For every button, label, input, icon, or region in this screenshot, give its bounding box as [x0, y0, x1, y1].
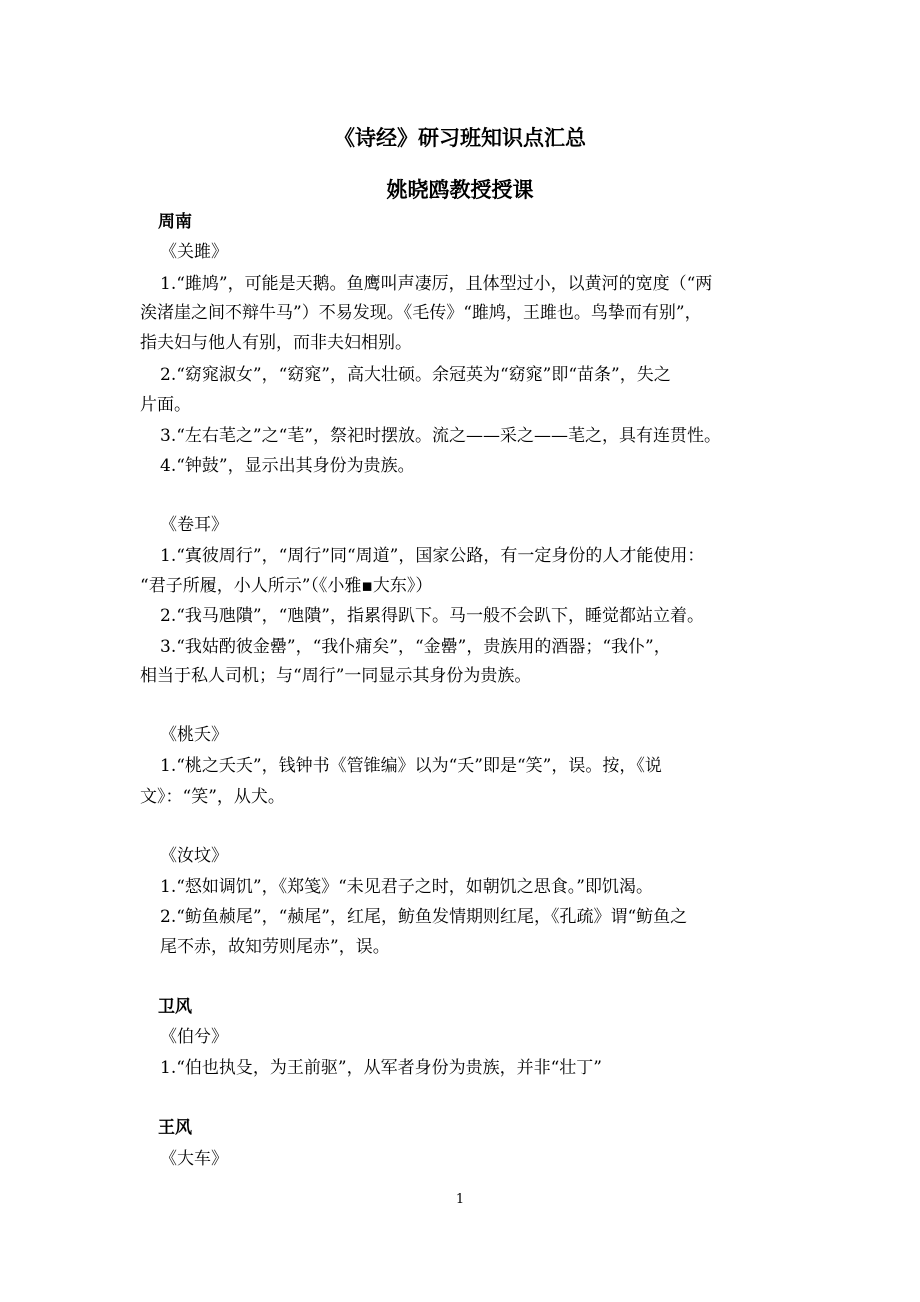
section-heading-weifeng: 卫风: [158, 997, 192, 1017]
note-line: 1.“雎鸠”，可能是天鹅。鱼鹰叫声凄厉，且体型过小，以黄河的宽度（“两: [160, 274, 713, 294]
note-line: 3.“我姑酌彼金罍”，“我仆痡矣”，“金罍”，贵族用的酒器；“我仆”，: [160, 637, 671, 657]
note-line: 尾不赤，故知劳则尾赤”，误。: [160, 937, 390, 957]
section-heading-wangfeng: 王风: [158, 1118, 192, 1138]
note-line: 涘渚崖之间不辩牛马”）不易发现。《毛传》“雎鸠，王雎也。鸟挚而有别”，: [140, 303, 702, 323]
poem-title-juaner: 《卷耳》: [160, 515, 228, 535]
poem-title-daju: 《大车》: [160, 1149, 228, 1169]
document-title: 《诗经》研习班知识点汇总: [334, 126, 586, 150]
note-line: 2.“窈窕淑女”，“窈窕”，高大壮硕。余冠英为“窈窕”即“苗条”，失之: [160, 365, 671, 385]
note-line: “君子所履，小人所示”（《小雅▪大东》）: [140, 576, 433, 596]
poem-title-boxi: 《伯兮》: [160, 1027, 228, 1047]
note-line: 3.“左右芼之”之“芼”，祭祀时摆放。流之——采之——芼之，具有连贯性。: [160, 426, 721, 446]
note-line: 2.“鲂鱼赪尾”，“赪尾”，红尾，鲂鱼发情期则红尾，《孔疏》谓“鲂鱼之: [160, 907, 688, 927]
note-line: 指夫妇与他人有别，而非夫妇相别。: [140, 333, 412, 353]
poem-title-guanju: 《关雎》: [160, 242, 228, 262]
section-heading-zhounan: 周南: [158, 212, 192, 232]
note-line: 1.“伯也执殳，为王前驱”，从军者身份为贵族，并非“壮丁”: [160, 1058, 602, 1078]
poem-title-taoyao: 《桃夭》: [160, 725, 228, 745]
note-line: 1.“寘彼周行”，“周行”同“周道”，国家公路，有一定身份的人才能使用：: [160, 546, 705, 566]
note-line: 4.“钟鼓”，显示出其身份为贵族。: [160, 456, 415, 476]
document-subtitle: 姚晓鸥教授授课: [386, 178, 534, 202]
note-line: 1.“桃之夭夭”，钱钟书《管锥编》以为“夭”即是“笑”，误。按，《说: [160, 756, 662, 776]
note-line: 1.“惄如调饥”，《郑笺》“未见君子之时，如朝饥之思食。”即饥渴。: [160, 877, 653, 897]
note-line: 文》：“笑”，从犬。: [140, 787, 285, 807]
poem-title-rufen: 《汝坟》: [160, 846, 228, 866]
page-number: 1: [455, 1192, 465, 1207]
note-line: 相当于私人司机；与“周行”一同显示其身份为贵族。: [140, 666, 532, 686]
note-line: 2.“我马虺隤”，“虺隤”，指累得趴下。马一般不会趴下，睡觉都站立着。: [160, 606, 704, 626]
note-line: 片面。: [140, 395, 191, 415]
